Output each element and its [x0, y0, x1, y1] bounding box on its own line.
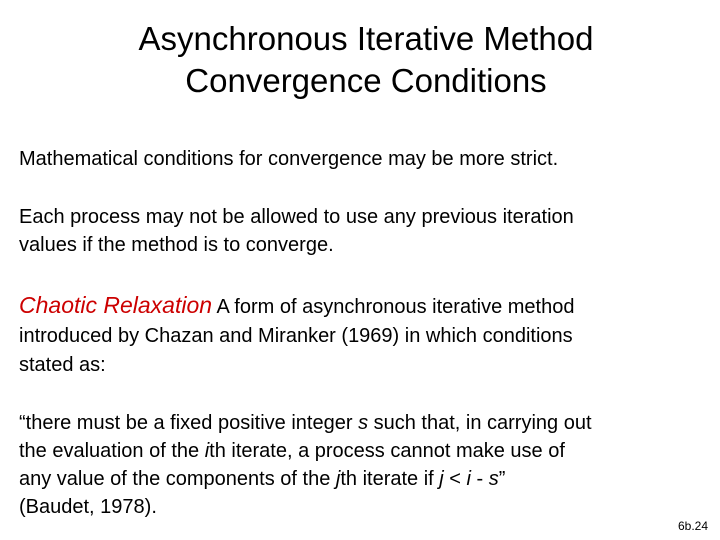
quote-part-d: th iterate, a process cannot make use of — [209, 440, 565, 462]
quote-part-a: “there must be a fixed positive integer — [19, 412, 359, 434]
quotation-baudet — [19, 409, 714, 521]
title-line-2: Convergence Conditions — [185, 62, 547, 99]
quote-var-i-2: i — [466, 468, 471, 490]
quote-part-b: such that, in carrying out — [368, 412, 592, 434]
paragraph-3-line-1-rest: A form of asynchronous iterative method — [212, 296, 575, 318]
paragraph-2-line-1: Each process may not be allowed to use any previous iteration — [19, 206, 574, 228]
quote-part-g: < — [443, 468, 467, 490]
paragraph-previous-iteration — [19, 203, 709, 259]
quote-part-f: th iterate if — [340, 468, 440, 490]
paragraph-2-line-2: values if the method is to converge. — [19, 234, 334, 256]
quote-var-s: s — [358, 412, 369, 434]
title-line-1: Asynchronous Iterative Method — [138, 20, 594, 57]
slide-number: 6b.24 — [678, 519, 709, 533]
quote-var-j: j — [335, 468, 341, 490]
paragraph-chaotic-relaxation — [19, 291, 709, 380]
chaotic-relaxation-term: Chaotic Relaxation — [19, 292, 213, 318]
slide-title — [0, 18, 720, 102]
paragraph-1-text: Mathematical conditions for convergence may be more strict. — [19, 148, 559, 170]
quote-var-s-2: s — [488, 468, 499, 490]
paragraph-3-line-3: stated as: — [19, 354, 106, 376]
paragraph-3-line-2: introduced by Chazan and Miranker (1969) in which conditions — [19, 325, 573, 347]
quote-var-j-2: j — [439, 468, 444, 490]
quote-close-mark: ” — [498, 468, 506, 490]
quote-part-c: the evaluation of the — [19, 440, 205, 462]
paragraph-strict-conditions — [19, 145, 709, 173]
quote-part-e: any value of the components of the — [19, 468, 336, 490]
quote-citation: (Baudet, 1978). — [19, 496, 157, 518]
quote-var-i: i — [204, 440, 210, 462]
quote-part-h: - — [470, 468, 489, 490]
